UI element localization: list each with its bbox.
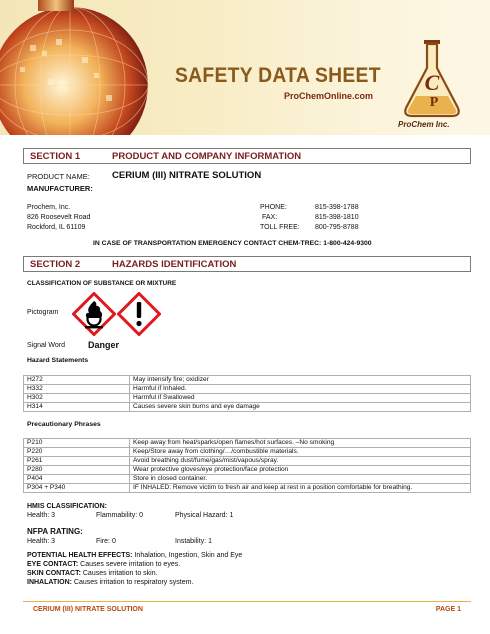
section-number: SECTION 1 — [30, 151, 81, 162]
page-footer — [23, 601, 471, 616]
svg-text:P: P — [429, 95, 439, 110]
inhalation-label: INHALATION: — [27, 579, 72, 586]
fax-number: 815-398-1810 — [315, 214, 359, 221]
toll-free-number: 800-795-8788 — [315, 224, 359, 231]
inhalation-value: Causes irritation to respiratory system. — [71, 579, 194, 586]
footer-product-name: CERIUM (III) NITRATE SOLUTION — [33, 606, 143, 613]
pictogram-label: Pictogram — [27, 309, 59, 316]
skin-contact — [27, 570, 158, 577]
inhalation — [27, 579, 193, 586]
table-row — [24, 475, 471, 484]
signal-word-label: Signal Word — [27, 342, 66, 349]
nfpa-heading: NFPA RATING: — [27, 527, 83, 536]
precaution-text: Keep away from heat/sparks/open flames/hot surfaces. –No smoking — [130, 439, 471, 448]
table-row — [24, 376, 471, 385]
hazard-text: May intensify fire; oxidizer — [130, 376, 471, 385]
precaution-text: Keep/Store away from clothing/…/combustible materials. — [130, 448, 471, 457]
company-street: 826 Roosevelt Road — [27, 214, 91, 221]
table-row — [24, 448, 471, 457]
skin-contact-label: SKIN CONTACT: — [27, 570, 81, 577]
eye-contact-label: EYE CONTACT: — [27, 561, 79, 568]
table-row — [24, 484, 471, 493]
precautionary-phrases-table — [23, 438, 471, 493]
hmis-flammability: Flammability: 0 — [96, 512, 144, 519]
hazard-text: Causes severe skin burns and eye damage — [130, 403, 471, 412]
hazard-statements-heading: Hazard Statements — [27, 357, 89, 364]
section-title: PRODUCT AND COMPANY INFORMATION — [112, 151, 302, 162]
svg-text:C: C — [424, 70, 440, 95]
precaution-code: P261 — [24, 457, 130, 466]
hazard-code: H272 — [24, 376, 130, 385]
phone-number: 815-398-1788 — [315, 204, 359, 211]
table-row — [24, 403, 471, 412]
effects-label: POTENTIAL HEALTH EFFECTS: — [27, 552, 133, 559]
potential-health-effects — [27, 552, 242, 559]
banner-title: SAFETY DATA SHEET — [175, 64, 381, 87]
nfpa-instability: Instability: 1 — [175, 538, 212, 545]
fax-label: FAX: — [262, 214, 278, 221]
table-row — [24, 394, 471, 403]
precaution-code: P210 — [24, 439, 130, 448]
effects-value: Inhalation, Ingestion, Skin and Eye — [132, 552, 243, 559]
prochem-logo-icon — [394, 38, 474, 120]
hmis-physical-hazard: Physical Hazard: 1 — [175, 512, 234, 519]
precaution-text: Avoid breathing dust/fume/gas/mist/vapous/spray. — [130, 457, 471, 466]
hmis-health: Health: 3 — [27, 512, 56, 519]
table-row — [24, 385, 471, 394]
hmis-heading: HMIS CLASSIFICATION: — [27, 503, 107, 510]
hazard-text: Harmful if Swallowed — [130, 394, 471, 403]
manufacturer-label: MANUFACTURER: — [27, 184, 93, 193]
hazard-statements-table — [23, 375, 471, 412]
section-2-header — [23, 256, 471, 272]
hazard-code: H314 — [24, 403, 130, 412]
footer-page-number: PAGE 1 — [435, 606, 461, 613]
precaution-code: P304 + P340 — [24, 484, 130, 493]
section-title: HAZARDS IDENTIFICATION — [112, 259, 237, 270]
precaution-text: Store in closed container. — [130, 475, 471, 484]
emergency-contact: IN CASE OF TRANSPORTATION EMERGENCY CONTACT CHEM-TREC: 1-800-424-9300 — [93, 240, 372, 247]
company-name: Prochem, Inc. — [27, 204, 71, 211]
precautionary-phrases-heading: Precautionary Phrases — [27, 421, 101, 428]
precaution-code: P404 — [24, 475, 130, 484]
header-banner — [0, 0, 490, 135]
hazard-code: H302 — [24, 394, 130, 403]
skin-contact-value: Causes irritation to skin. — [80, 570, 158, 577]
classification-heading: CLASSIFICATION OF SUBSTANCE OR MIXTURE — [27, 280, 177, 287]
precaution-code: P280 — [24, 466, 130, 475]
flame-over-circle-icon — [72, 292, 116, 336]
section-1-header — [23, 148, 471, 164]
section-number: SECTION 2 — [30, 259, 81, 270]
banner-website-link[interactable]: ProChemOnline.com — [284, 91, 374, 101]
nfpa-fire: Fire: 0 — [96, 538, 116, 545]
table-row — [24, 457, 471, 466]
exclamation-mark-icon — [117, 292, 161, 336]
table-row — [24, 439, 471, 448]
toll-free-label: TOLL FREE: — [260, 224, 300, 231]
signal-word-value: Danger — [88, 340, 120, 350]
product-name-value: CERIUM (III) NITRATE SOLUTION — [112, 170, 262, 181]
table-row — [24, 466, 471, 475]
eye-contact — [27, 561, 180, 568]
precaution-text: IF INHALED: Remove victim to fresh air and keep at rest in a position comfortable for breathing. — [130, 484, 471, 493]
product-name-label: PRODUCT NAME: — [27, 172, 90, 181]
company-city: Rockford, IL 61109 — [27, 224, 86, 231]
precaution-code: P220 — [24, 448, 130, 457]
phone-label: PHONE: — [260, 204, 287, 211]
nfpa-health: Health: 3 — [27, 538, 56, 545]
hazard-text: Harmful if Inhaled. — [130, 385, 471, 394]
lab-flask-illustration-icon — [0, 0, 175, 135]
logo-caption: ProChem Inc. — [398, 120, 450, 129]
eye-contact-value: Causes severe irritation to eyes. — [78, 561, 181, 568]
hazard-code: H332 — [24, 385, 130, 394]
precaution-text: Wear protective gloves/eye protection/face protection — [130, 466, 471, 475]
